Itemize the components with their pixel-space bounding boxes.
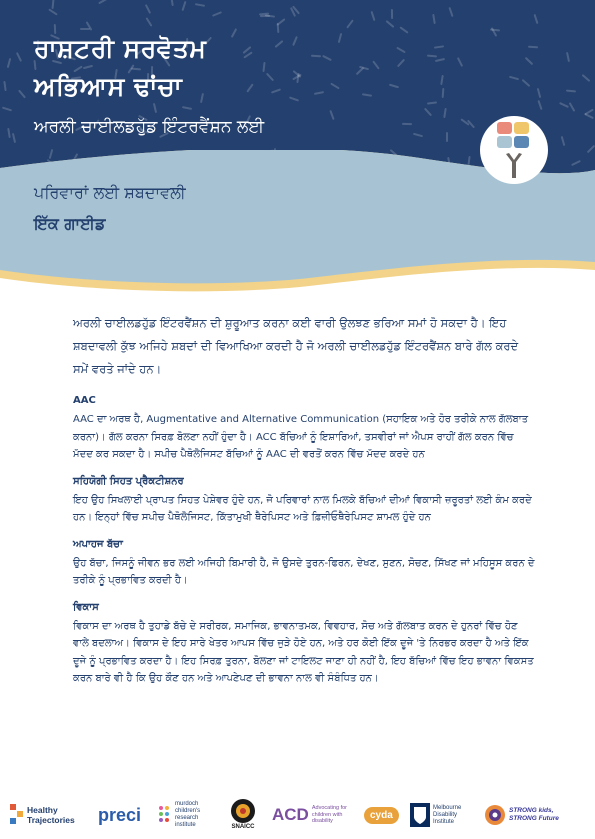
pattern-dash [182,106,192,110]
pattern-dash [389,84,399,89]
title-line-2: ਅਭਿਆਸ ਢਾਂਚਾ [34,72,183,101]
pattern-dash [182,1,187,11]
pattern-dash [289,96,299,101]
pattern-dash [7,128,11,138]
pattern-dash [153,103,157,113]
pattern-dash [18,90,26,99]
partner-logos [0,796,595,839]
pattern-dash [311,55,321,58]
pattern-dash [372,60,380,69]
pattern-dash [537,88,542,98]
pattern-dash [525,57,534,65]
preci-logo [98,796,141,834]
subtitle: ਅਰਲੀ ਚਾਈਲਡਹੁੱਡ ਇੰਟਰਵੈਂਸ਼ਨ ਲਈ [34,117,265,137]
pattern-dash [413,133,423,138]
pattern-dash [509,76,519,81]
pattern-dash [443,108,447,118]
title-line-1: ਰਾਸ਼ਟਰੀ ਸਰਵੋਤਮ [34,34,207,63]
pattern-dash [402,123,412,125]
acd-label: ACD [272,805,309,824]
band-heading: ਪਰਿਵਾਰਾਂ ਲਈ ਸ਼ਬਦਾਵਲੀ [34,183,186,202]
healthy-trajectories-logo [10,796,85,834]
pattern-dash [442,88,445,98]
pattern-dash [131,68,141,71]
term-heading: ਸਹਿਯੋਗੀ ਸਿਹਤ ਪ੍ਰੈਕਟੀਸ਼ਨਰ [73,475,184,487]
pattern-dash [522,79,531,87]
strong-kids-logo [484,796,567,834]
framework-logo-icon [478,108,550,192]
pattern-dash [362,93,372,97]
pattern-dash [246,83,253,92]
pattern-dash [434,45,444,48]
pattern-dash [448,7,453,17]
pattern-dash [146,17,153,27]
pattern-dash [98,0,108,4]
pattern-dash [12,133,16,143]
pattern-dash [51,0,54,9]
melbourne-logo [410,796,477,834]
term-definition: ਵਿਕਾਸ ਦਾ ਅਰਥ ਹੈ ਤੁਹਾਡੇ ਬੱਚੇ ਦੇ ਸਰੀਰਕ, ਸਮਾਜਿਕ, ਭਾਵਨਾਤਮਕ, ਵਿਵਹਾਰ, ਸੋਚ ਅਤੇ ਗੱਲਬਾਤ ਕਰਨ ਦੇ ਹੁਨਰਾਂ ਵਿੱਚ ਹੋਣ ਵਾਲੇ ਬਦਲਾਅ। ਵਿਕਾਸ ਦੇ ਇਹ ਸਾਰੇ ਖੇਤਰ ਆਪਸ ਵਿੱਚ ਜੁੜੇ ਹੋਏ ਹਨ, ਅਤੇ ਹਰ ਕੋਈ ਇੱਕ ਦੂਜੇ 'ਤੇ ਨਿਰਭਰ ਕਰਦਾ ਹੈ ਅਤੇ ਇੱਕ ਦੂਜੇ ਨੂੰ ਪ੍ਰਭਾਵਿਤ ਕਰਦਾ ਹੈ। ਇਹ ਸਿਰਫ਼ ਤੁਰਨਾ, ਬੋਲਣਾ ਜਾਂ ਟਾਇਲਟ ਜਾਣਾ ਹੀ ਨਹੀਂ ਹੈ, ਇਹ ਬੱਚਿਆਂ ਵਿੱਚ ਇਹ ਭਾਵਨਾ ਵਿਕਸਤ ਕਰਨ ਬਾਰੇ ਵੀ ਹੈ ਕਿ ਉਹ ਕੌਣ ਹਨ ਅਤੇ ਆਪਣੇਪਣ ਦੀ ਭਾਵਨਾ ਨਾਲ ਵੀ ਸੰਬੰਧਿਤ ਹਨ। [73,620,534,684]
term-definition: ਇਹ ਉਹ ਸਿਖਲਾਈ ਪ੍ਰਾਪਤ ਸਿਹਤ ਪੇਸ਼ੇਵਰ ਹੁੰਦੇ ਹਨ, ਜੋ ਪਰਿਵਾਰਾਂ ਨਾਲ ਮਿਲਕੇ ਬੱਚਿਆਂ ਦੀਆਂ ਵਿਕਾਸੀ ਜ਼ਰੂਰਤਾਂ ਲਈ ਕੰਮ ਕਰਦੇ ਹਨ। ਇਨ੍ਹਾਂ ਵਿੱਚ ਸਪੀਚ ਪੈਥੋਲੋਜਿਸਟ, ਕਿੱਤਾਮੁਖੀ ਥੈਰੇਪਿਸਟ ਅਤੇ ਫ਼ਿਜ਼ੀਓਥੈਰੇਪਿਸਟ ਸ਼ਾਮਲ ਹੁੰਦੇ ਹਨ [73,494,532,523]
pattern-dash [83,65,93,69]
pattern-dash [329,110,334,120]
acd-tagline: Advocating for children with disability [311,805,348,825]
term-heading: AAC [73,395,96,406]
pattern-dash [231,28,237,38]
murdoch-logo [158,796,219,834]
pattern-dash [559,102,569,108]
pattern-dash [386,20,395,28]
pattern-dash [48,8,57,15]
pattern-dash [54,24,57,34]
pattern-dash [584,113,594,119]
pattern-dash [561,136,566,146]
pattern-dash [569,102,576,112]
melbourne-crest-icon [410,803,430,827]
pattern-dash [440,75,444,85]
ht-label: Healthy Trajectories [27,805,75,825]
term-definition: AAC ਦਾ ਅਰਥ ਹੈ, Augmentative and Alternative Communication (ਸਹਾਇਕ ਅਤੇ ਹੋਰ ਤਰੀਕੇ ਨਾਲ ਗੱਲਬਾਤ ਕਰਨਾ)। ਗੱਲ ਕਰਨਾ ਸਿਰਫ਼ ਬੋਲਣਾ ਨਹੀਂ ਹੁੰਦਾ ਹੈ। ACC ਬੱਚਿਆਂ ਨੂੰ ਇਸ਼ਾਰਿਆਂ, ਤਸਵੀਰਾਂ ਜਾਂ ਐਪਸ ਰਾਹੀਂ ਗੱਲ ਕਰਨ ਵਿੱਚ ਮੱਦਦ ਕਰ ਸਕਦਾ ਹੈ। ਸਪੀਚ ਪੈਥੋਲੋਜਿਸਟ ਬੱਚਿਆਂ ਨੂੰ AAC ਦੀ ਵਰਤੋਂ ਕਰਨ ਵਿੱਚ ਮੱਦਦ ਕਰਦੇ ਹਨ [73,414,529,460]
pattern-dash [296,73,299,83]
snaicc-label: SNAICC [231,824,255,830]
pattern-dash [7,58,12,68]
pattern-dash [292,36,298,46]
pattern-dash [396,47,406,54]
pattern-dash [200,93,204,103]
pattern-dash [170,0,174,6]
cyda-logo [364,796,399,834]
pattern-dash [16,52,22,62]
pattern-dash [145,4,151,14]
pattern-dash [427,101,437,104]
pattern-dash [266,73,274,82]
pattern-dash [275,40,284,48]
pattern-dash [582,74,591,82]
pattern-dash [391,9,393,19]
melbourne-label: Melbourne Disability Institute [433,804,462,825]
glossary-content [73,312,535,700]
preci-label: preci [98,804,142,825]
pattern-dash [262,62,265,72]
acd-logo [272,796,352,834]
term-heading: ਵਿਕਾਸ [73,601,99,613]
pattern-dash [3,81,6,91]
pattern-dash [338,33,343,43]
strong-kids-label: STRONG kids, STRONG Future [509,807,559,822]
term-definition: ਉਹ ਬੱਚਾ, ਜਿਸਨੂੰ ਜੀਵਨ ਭਰ ਲਈ ਅਜਿਹੀ ਬਿਮਾਰੀ ਹੈ, ਜੋ ਉਸਦੇ ਤੁਰਨ-ਫਿਰਨ, ਦੇਖਣ, ਸੁਣਨ, ਸੋਚਣ, ਸਿੱਖਣ ਜਾਂ ਮਹਿਸੂਸ ਕਰਨ ਦੇ ਤਰੀਕੇ ਨੂੰ ਪ੍ਰਭਾਵਿਤ ਕਰਦੀ ਹੈ। [73,557,535,586]
pattern-dash [346,19,354,28]
pattern-dash [212,11,222,17]
murdoch-dots-icon [158,805,172,825]
pattern-dash [2,107,12,112]
pattern-dash [322,55,332,61]
pattern-dash [271,88,281,93]
pattern-dash [528,46,538,49]
pattern-dash [371,11,376,21]
pattern-dash [399,26,408,33]
term-heading: ਅਪਾਹਜ ਬੱਚਾ [73,538,123,550]
pattern-dash [427,55,437,58]
pattern-dash [457,57,463,67]
pattern-dash [432,14,436,24]
pattern-dash [195,3,205,7]
pattern-dash [424,108,432,117]
pattern-dash [566,89,576,92]
pattern-dash [534,14,539,24]
intro-paragraph: ਅਰਲੀ ਚਾਈਲਡਹੁੱਡ ਇੰਟਰਵੈਂਸ਼ਨ ਦੀ ਸ਼ੁਰੂਆਤ ਕਰਨਾ ਕਈ ਵਾਰੀ ਉਲਝਣ ਭਰਿਆ ਸਮਾਂ ਹੋ ਸਕਦਾ ਹੈ। ਇਹ ਸ਼ਬਦਾਵਲੀ ਕੁੱਝ ਅਜਿਹੇ ਸ਼ਬਦਾਂ ਦੀ ਵਿਆਖਿਆ ਕਰਦੀ ਹੈ ਜੋ ਅਰਲੀ ਚਾਈਲਡਹੁੱਡ ਇੰਟਰਵੈਂਸ਼ਨ ਬਾਰੇ ਗੱਲ ਕਰਦੇ ਸਮੇਂ ਵਰਤੇ ਜਾਂਦੇ ਹਨ। [73,316,519,376]
pattern-dash [330,83,340,90]
murdoch-label: murdoch children's research institute [175,801,201,828]
band-subheading: ਇੱਕ ਗਾਈਡ [34,214,106,233]
pattern-dash [446,132,448,142]
pattern-dash [314,91,324,95]
pattern-dash [397,59,405,68]
pattern-dash [435,58,445,62]
ht-mark-icon [10,804,24,826]
cyda-label: cyda [364,807,399,824]
strong-kids-emblem-icon [484,804,506,826]
pattern-dash [566,52,570,62]
